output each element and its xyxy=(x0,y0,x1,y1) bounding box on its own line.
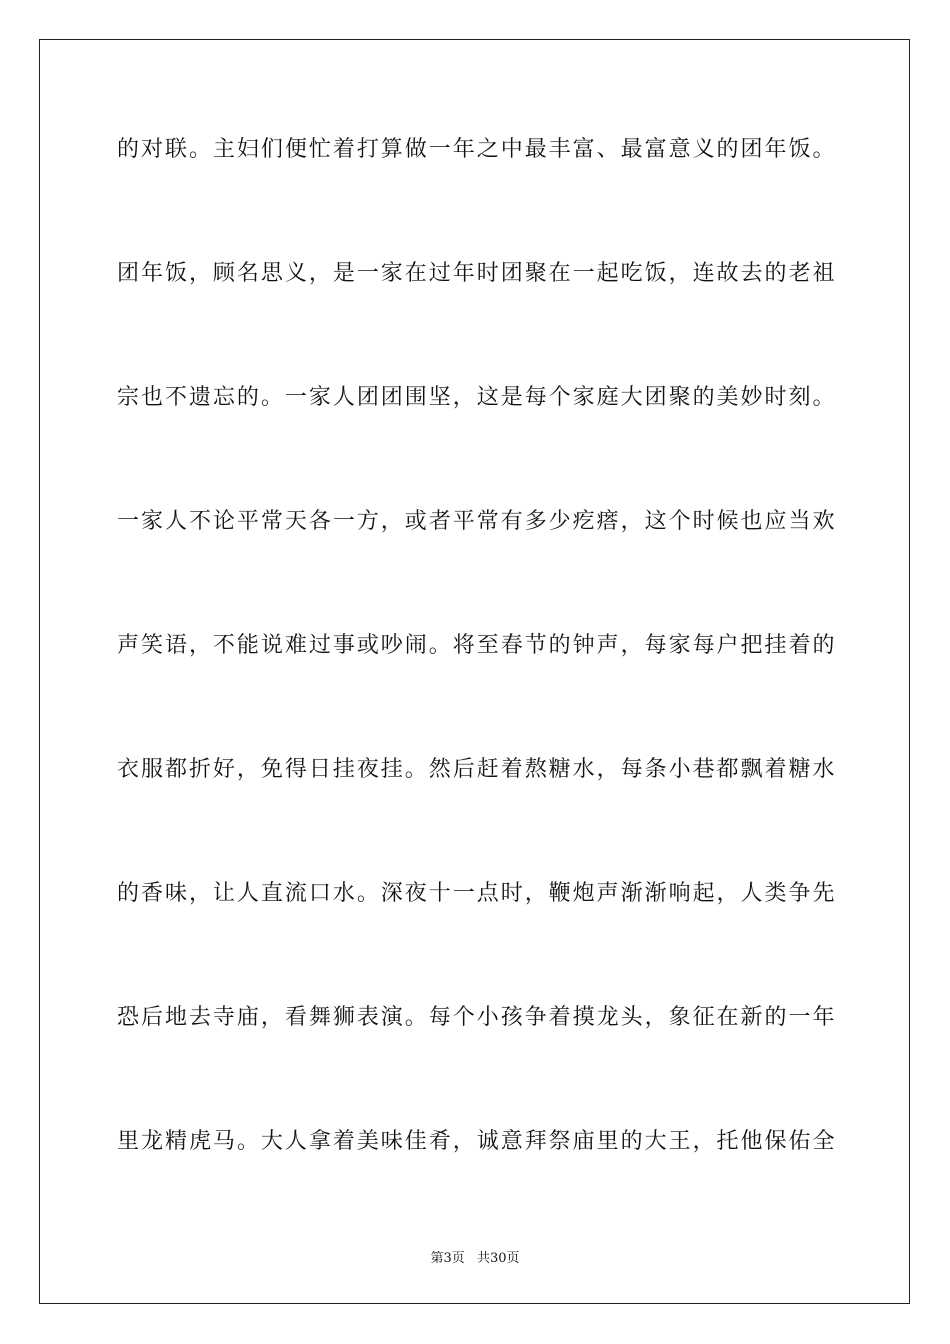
page-number: 第3页 xyxy=(430,1251,465,1266)
text-line: 一家人不论平常天各一方，或者平常有多少疙瘩，这个时候也应当欢 xyxy=(117,509,835,534)
text-line: 的香味，让人直流口水。深夜十一点时，鞭炮声渐渐响起，人类争先 xyxy=(117,881,835,906)
text-line: 宗也不遗忘的。一家人团团围坚，这是每个家庭大团聚的美妙时刻。 xyxy=(117,385,835,410)
document-body xyxy=(117,128,835,1244)
text-line: 声笑语，不能说难过事或吵闹。将至春节的钟声，每家每户把挂着的 xyxy=(117,633,835,658)
page-footer xyxy=(0,1247,950,1266)
page-total: 共30页 xyxy=(476,1251,520,1266)
text-line: 团年饭，顾名思义，是一家在过年时团聚在一起吃饭，连故去的老祖 xyxy=(117,261,835,286)
text-line: 里龙精虎马。大人拿着美味佳肴，诚意拜祭庙里的大王，托他保佑全 xyxy=(117,1129,835,1154)
text-line: 衣服都折好，免得日挂夜挂。然后赶着熬糖水，每条小巷都飘着糖水 xyxy=(117,757,835,782)
text-line: 恐后地去寺庙，看舞狮表演。每个小孩争着摸龙头，象征在新的一年 xyxy=(117,1005,835,1030)
text-line: 的对联。主妇们便忙着打算做一年之中最丰富、最富意义的团年饭。 xyxy=(117,137,835,162)
